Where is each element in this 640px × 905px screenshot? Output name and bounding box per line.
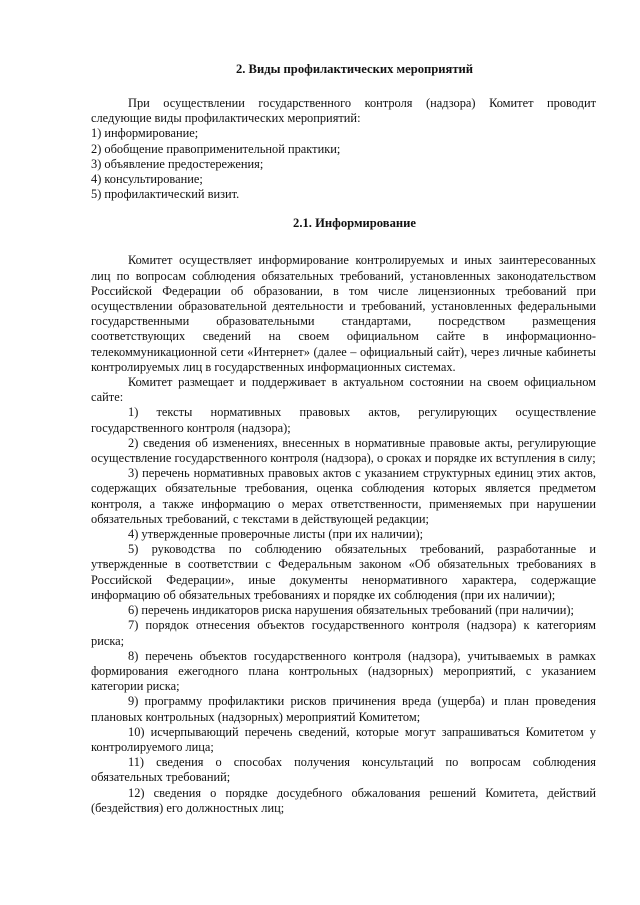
published-info-item: 11) сведения о способах получения консультаций по вопросам соблюдения обязательных требований;: [91, 755, 596, 785]
published-info-item: 1) тексты нормативных правовых актов, регулирующих осуществление государственного контроля (надзора);: [91, 405, 596, 435]
measure-kinds-list: [91, 126, 596, 202]
published-info-item: 2) сведения об изменениях, внесенных в нормативные правовые акты, регулирующие осуществление государственного контроля (надзора), о сроках и порядке их вступления в силу;: [91, 435, 596, 466]
published-info-item: 5) руководства по соблюдению обязательных требований, разработанные и утвержденные в соответствии с Федеральным законом «Об обязательных требованиях в Российской Федерации», иные документы ненормативного характера, содержащие информацию об обязательных требованиях и порядке их соблюдения (при их наличии);: [91, 542, 596, 602]
measure-kind-item: 2) обобщение правоприменительной практики;: [91, 141, 341, 156]
section-2-1: [91, 216, 596, 816]
section-2-body: [91, 96, 596, 202]
measure-kind-item: 5) профилактический визит.: [91, 187, 240, 202]
published-info-item: 3) перечень нормативных правовых актов с указанием структурных единиц этих актов, содержащих обязательные требования, оценка соблюдения которых является предметом контроля, а также информацию о мерах ответственности, применяемых при нарушении обязательных требований, с текстами в действующей редакции;: [91, 466, 596, 526]
measure-kind-item: 3) объявление предостережения;: [91, 156, 264, 171]
published-info-item: 4) утвержденные проверочные листы (при их наличии);: [128, 527, 424, 542]
section-2-1-title: 2.1. Информирование: [293, 216, 416, 231]
section-2-intro: При осуществлении государственного контроля (надзора) Комитет проводит следующие виды профилактических мероприятий:: [91, 96, 596, 126]
section-2-title: 2. Виды профилактических мероприятий: [235, 62, 474, 76]
website-paragraph: Комитет размещает и поддерживает в актуальном состоянии на своем официальном сайте:: [91, 375, 596, 405]
published-info-item: 7) порядок отнесения объектов государственного контроля (надзора) к категориям риска;: [91, 618, 596, 648]
published-info-item: 9) программу профилактики рисков причинения вреда (ущерба) и план проведения плановых контрольных (надзорных) мероприятий Комитетом;: [91, 694, 596, 724]
published-info-item: 10) исчерпывающий перечень сведений, которые могут запрашиваться Комитетом у контролируемого лица;: [91, 724, 596, 754]
published-info-list: [91, 405, 596, 815]
published-info-item: 12) сведения о порядке досудебного обжалования решений Комитета, действий (бездействия) его должностных лиц;: [91, 785, 596, 815]
measure-kind-item: 4) консультирование;: [91, 172, 203, 187]
informing-paragraph: Комитет осуществляет информирование контролируемых и иных заинтересованных лиц по вопросам соблюдения обязательных требований, установленных законодательством Российской Федерации об образовании, в том числе лицензионных требований при осуществлении образовательной деятельности и требований, установленных федеральными государственными образовательными стандартами, посредством размещения соответствующих сведений на своем официальном сайте в информационно-телекоммуникационной сети «Интернет» (далее – официальный сайт), через личные кабинеты контролируемых лиц в государственных информационных системах.: [91, 253, 596, 374]
published-info-item: 6) перечень индикаторов риска нарушения обязательных требований (при наличии);: [128, 603, 574, 618]
measure-kind-item: 1) информирование;: [91, 126, 199, 141]
published-info-item: 8) перечень объектов государственного контроля (надзора), учитываемых в рамках формирования ежегодного плана контрольных (надзорных) мероприятий, с указанием категории риска;: [91, 648, 596, 694]
